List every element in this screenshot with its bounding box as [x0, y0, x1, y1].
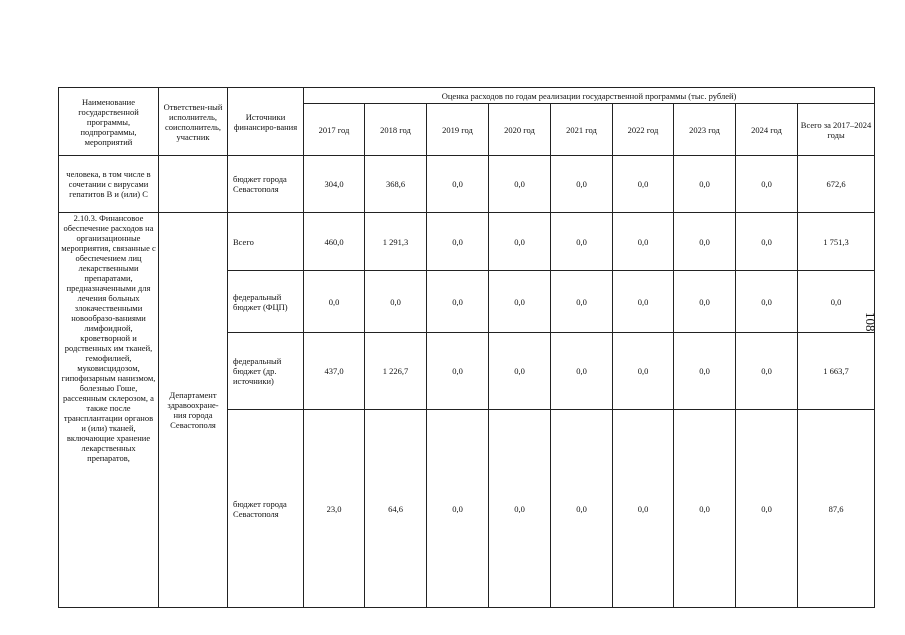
value-cell: 368,6: [365, 156, 427, 213]
row-source: Всего: [228, 213, 304, 271]
value-cell: 0,0: [613, 410, 674, 608]
header-year: 2022 год: [613, 104, 674, 156]
total-cell: 1 663,7: [798, 333, 875, 410]
value-cell: 0,0: [489, 410, 551, 608]
value-cell: 437,0: [304, 333, 365, 410]
row-name: человека, в том числе в сочетании с вирусами гепатитов B и (или) C: [59, 156, 159, 213]
value-cell: 0,0: [674, 156, 736, 213]
measure-name: 2.10.3. Финансовое обеспечение расходов на организационные мероприятия, связанные с обеспечением лиц лекарственными препаратами, предназначенными для лечения больных злокачественными новообразо-ваниями лимфоидной, кроветворной и родственных им тканей, гемофилией, муковисцидозом, гипофизарным нанизмом, болезнью Гоше, рассеянным склерозом, а также после трансплантации органов и (или) тканей, включающие хранение лекарственных препаратов,: [59, 213, 159, 608]
value-cell: 0,0: [304, 271, 365, 333]
header-year: 2020 год: [489, 104, 551, 156]
value-cell: 0,0: [551, 271, 613, 333]
value-cell: 1 226,7: [365, 333, 427, 410]
header-year: 2024 год: [736, 104, 798, 156]
header-responsible: Ответствен-ный исполнитель, соисполнитель, участник: [159, 88, 228, 156]
total-cell: 0,0: [798, 271, 875, 333]
row-source: бюджет города Севастополя: [228, 156, 304, 213]
value-cell: 0,0: [489, 213, 551, 271]
total-cell: 672,6: [798, 156, 875, 213]
header-expense-group: Оценка расходов по годам реализации государственной программы (тыс. рублей): [304, 88, 875, 104]
total-cell: 1 751,3: [798, 213, 875, 271]
value-cell: 0,0: [736, 156, 798, 213]
value-cell: 0,0: [674, 333, 736, 410]
value-cell: 0,0: [551, 156, 613, 213]
value-cell: 0,0: [365, 271, 427, 333]
total-cell: 87,6: [798, 410, 875, 608]
value-cell: 0,0: [613, 271, 674, 333]
value-cell: 0,0: [736, 213, 798, 271]
value-cell: 0,0: [674, 271, 736, 333]
row-source: бюджет города Севастополя: [228, 410, 304, 608]
table-row: [59, 213, 875, 271]
value-cell: 0,0: [613, 156, 674, 213]
value-cell: 0,0: [613, 333, 674, 410]
header-year: 2019 год: [427, 104, 489, 156]
header-source: Источники финансиро-вания: [228, 88, 304, 156]
value-cell: 23,0: [304, 410, 365, 608]
value-cell: 460,0: [304, 213, 365, 271]
header-year: 2017 год: [304, 104, 365, 156]
header-name: Наименование государственной программы, подпрограммы, мероприятий: [59, 88, 159, 156]
table-row: [59, 156, 875, 213]
header-year: 2023 год: [674, 104, 736, 156]
header-total: Всего за 2017–2024 годы: [798, 104, 875, 156]
value-cell: 0,0: [489, 271, 551, 333]
value-cell: 64,6: [365, 410, 427, 608]
value-cell: 0,0: [674, 410, 736, 608]
value-cell: 304,0: [304, 156, 365, 213]
header-year: 2018 год: [365, 104, 427, 156]
page-number: 108: [863, 312, 878, 332]
value-cell: 0,0: [613, 213, 674, 271]
budget-table: [58, 87, 875, 608]
row-source: федеральный бюджет (ФЦП): [228, 271, 304, 333]
value-cell: 0,0: [674, 213, 736, 271]
value-cell: 0,0: [551, 213, 613, 271]
value-cell: 0,0: [551, 410, 613, 608]
value-cell: 0,0: [736, 271, 798, 333]
responsible-executor: Департамент здравоохране-ния города Севастополя: [159, 213, 228, 608]
value-cell: 0,0: [736, 333, 798, 410]
row-responsible: [159, 156, 228, 213]
row-source: федеральный бюджет (др. источники): [228, 333, 304, 410]
value-cell: 0,0: [489, 333, 551, 410]
value-cell: 0,0: [427, 156, 489, 213]
value-cell: 0,0: [427, 410, 489, 608]
value-cell: 0,0: [427, 333, 489, 410]
value-cell: 0,0: [427, 271, 489, 333]
value-cell: 0,0: [427, 213, 489, 271]
value-cell: 0,0: [551, 333, 613, 410]
value-cell: 0,0: [489, 156, 551, 213]
value-cell: 1 291,3: [365, 213, 427, 271]
header-year: 2021 год: [551, 104, 613, 156]
value-cell: 0,0: [736, 410, 798, 608]
